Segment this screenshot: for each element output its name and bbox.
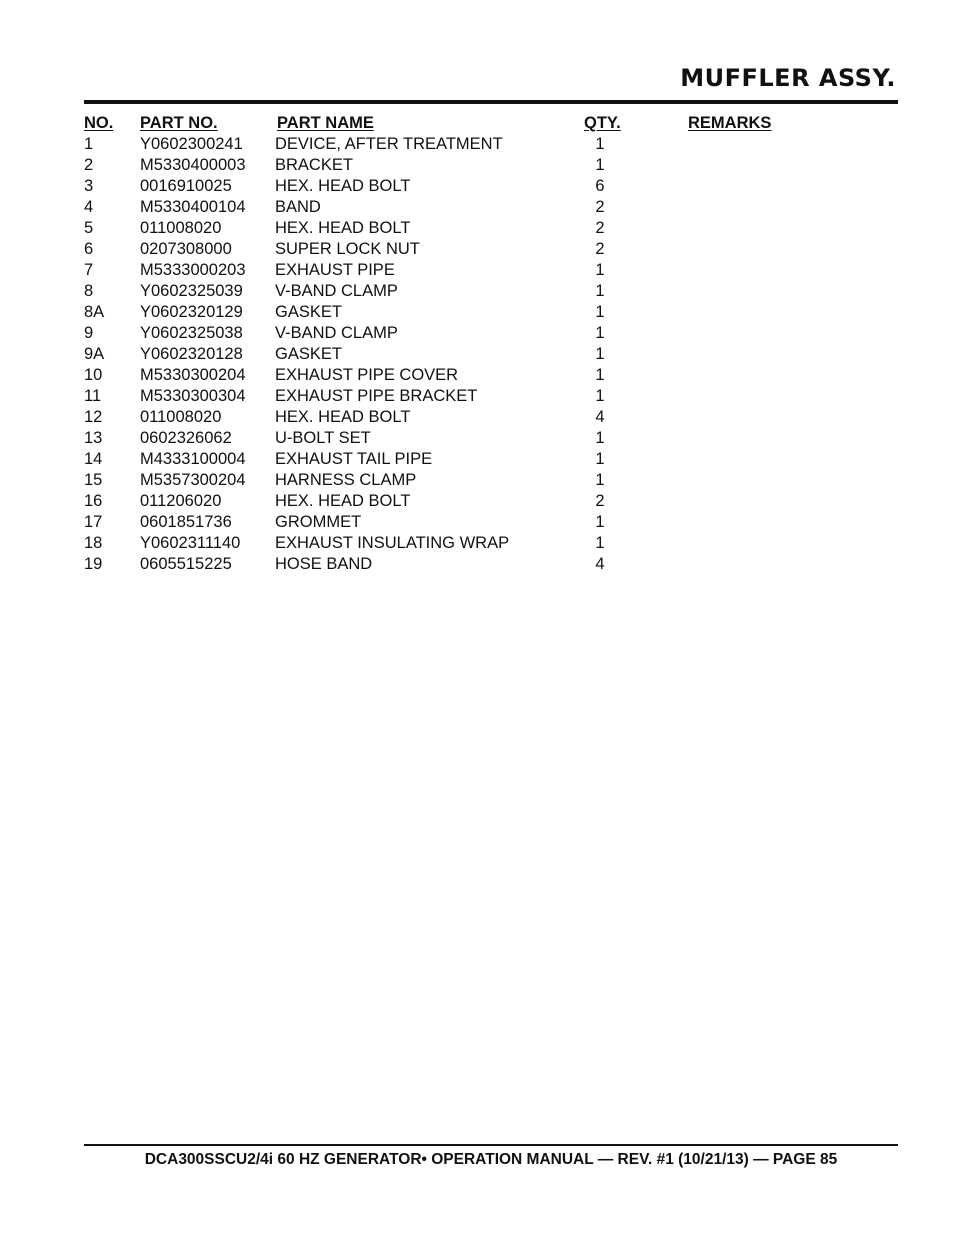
cell-part-no: Y0602300241 [140,135,243,153]
cell-qty: 2 [595,198,605,216]
cell-no: 1 [84,135,94,153]
column-header-qty: QTY. [584,114,621,132]
table-row [84,302,898,323]
cell-part-name: DEVICE, AFTER TREATMENT [275,135,503,153]
table-row [84,407,898,428]
cell-qty: 1 [595,261,605,279]
cell-no: 19 [84,555,103,573]
cell-qty: 1 [595,471,605,489]
table-row [84,512,898,533]
cell-no: 3 [84,177,94,195]
cell-part-no: 0016910025 [140,177,232,195]
column-header-remarks: REMARKS [688,114,772,132]
cell-no: 5 [84,219,94,237]
cell-part-name: HOSE BAND [275,555,373,573]
cell-qty: 1 [595,366,605,384]
cell-no: 8 [84,282,94,300]
cell-qty: 4 [595,408,605,426]
cell-no: 7 [84,261,94,279]
cell-part-no: M4333100004 [140,450,246,468]
cell-part-name: U-BOLT SET [275,429,371,447]
cell-part-name: GROMMET [275,513,362,531]
cell-part-no: M5330300204 [140,366,246,384]
cell-qty: 2 [595,492,605,510]
cell-no: 15 [84,471,103,489]
table-row [84,134,898,155]
cell-part-name: EXHAUST TAIL PIPE [275,450,433,468]
cell-part-name: GASKET [275,345,342,363]
cell-part-name: EXHAUST PIPE BRACKET [275,387,478,405]
table-row [84,491,898,512]
cell-qty: 1 [595,156,605,174]
table-header-row [84,113,898,134]
table-row [84,197,898,218]
cell-qty: 1 [595,324,605,342]
cell-qty: 1 [595,513,605,531]
cell-qty: 1 [595,303,605,321]
cell-part-name: GASKET [275,303,342,321]
cell-part-no: 0605515225 [140,555,232,573]
cell-part-no: Y0602311140 [140,534,241,552]
cell-qty: 1 [595,135,605,153]
table-row [84,470,898,491]
table-row [84,344,898,365]
cell-no: 4 [84,198,94,216]
table-row [84,323,898,344]
cell-no: 18 [84,534,103,552]
cell-part-no: M5357300204 [140,471,246,489]
cell-part-name: SUPER LOCK NUT [275,240,420,258]
column-header-no: NO. [84,114,114,132]
parts-list-table [84,113,898,575]
cell-part-name: HEX. HEAD BOLT [275,492,411,510]
table-row [84,281,898,302]
cell-part-no: M5330300304 [140,387,246,405]
cell-no: 16 [84,492,103,510]
cell-part-name: EXHAUST PIPE COVER [275,366,459,384]
cell-part-no: M5330400104 [140,198,246,216]
cell-no: 12 [84,408,103,426]
table-row [84,428,898,449]
table-row [84,239,898,260]
cell-part-name: HEX. HEAD BOLT [275,219,411,237]
cell-part-name: HEX. HEAD BOLT [275,177,411,195]
page-title: MUFFLER ASSY. [680,64,896,92]
table-row [84,386,898,407]
column-header-part-no: PART NO. [140,114,218,132]
cell-part-name: HARNESS CLAMP [275,471,417,489]
page-footer: DCA300SSCU2/4i 60 HZ GENERATOR• OPERATION MANUAL — REV. #1 (10/21/13) — PAGE 85 [144,1151,838,1168]
cell-qty: 2 [595,219,605,237]
cell-part-name: BAND [275,198,321,216]
cell-part-no: 011008020 [140,408,222,426]
cell-part-no: 0601851736 [140,513,232,531]
cell-no: 10 [84,366,103,384]
cell-part-no: Y0602325039 [140,282,243,300]
cell-no: 2 [84,156,94,174]
table-row [84,218,898,239]
cell-qty: 1 [595,429,605,447]
cell-part-no: 011206020 [140,492,222,510]
table-row [84,449,898,470]
cell-no: 11 [84,387,102,405]
cell-part-name: BRACKET [275,156,353,174]
cell-part-no: Y0602320128 [140,345,243,363]
footer-divider [84,1144,898,1146]
cell-part-name: EXHAUST PIPE [275,261,395,279]
cell-qty: 1 [595,282,605,300]
table-body [84,134,898,575]
cell-no: 14 [84,450,103,468]
cell-no: 13 [84,429,103,447]
cell-part-name: V-BAND CLAMP [275,282,398,300]
title-divider [84,100,898,104]
cell-part-name: HEX. HEAD BOLT [275,408,411,426]
cell-part-no: M5333000203 [140,261,246,279]
cell-part-name: V-BAND CLAMP [275,324,398,342]
cell-part-no: 011008020 [140,219,222,237]
cell-qty: 4 [595,555,605,573]
cell-qty: 1 [595,450,605,468]
table-row [84,176,898,197]
cell-no: 9 [84,324,94,342]
cell-qty: 2 [595,240,605,258]
table-row [84,533,898,554]
cell-qty: 1 [595,387,605,405]
cell-part-name: EXHAUST INSULATING WRAP [275,534,510,552]
cell-no: 6 [84,240,94,258]
cell-qty: 6 [595,177,605,195]
cell-part-no: Y0602320129 [140,303,243,321]
table-row [84,260,898,281]
cell-part-no: 0207308000 [140,240,232,258]
cell-no: 9A [84,345,105,363]
cell-qty: 1 [595,345,605,363]
table-row [84,365,898,386]
cell-no: 17 [84,513,103,531]
cell-qty: 1 [595,534,605,552]
table-row [84,554,898,575]
cell-part-no: Y0602325038 [140,324,243,342]
cell-part-no: 0602326062 [140,429,232,447]
cell-no: 8A [84,303,105,321]
column-header-part-name: PART NAME [277,114,374,132]
table-row [84,155,898,176]
cell-part-no: M5330400003 [140,156,246,174]
